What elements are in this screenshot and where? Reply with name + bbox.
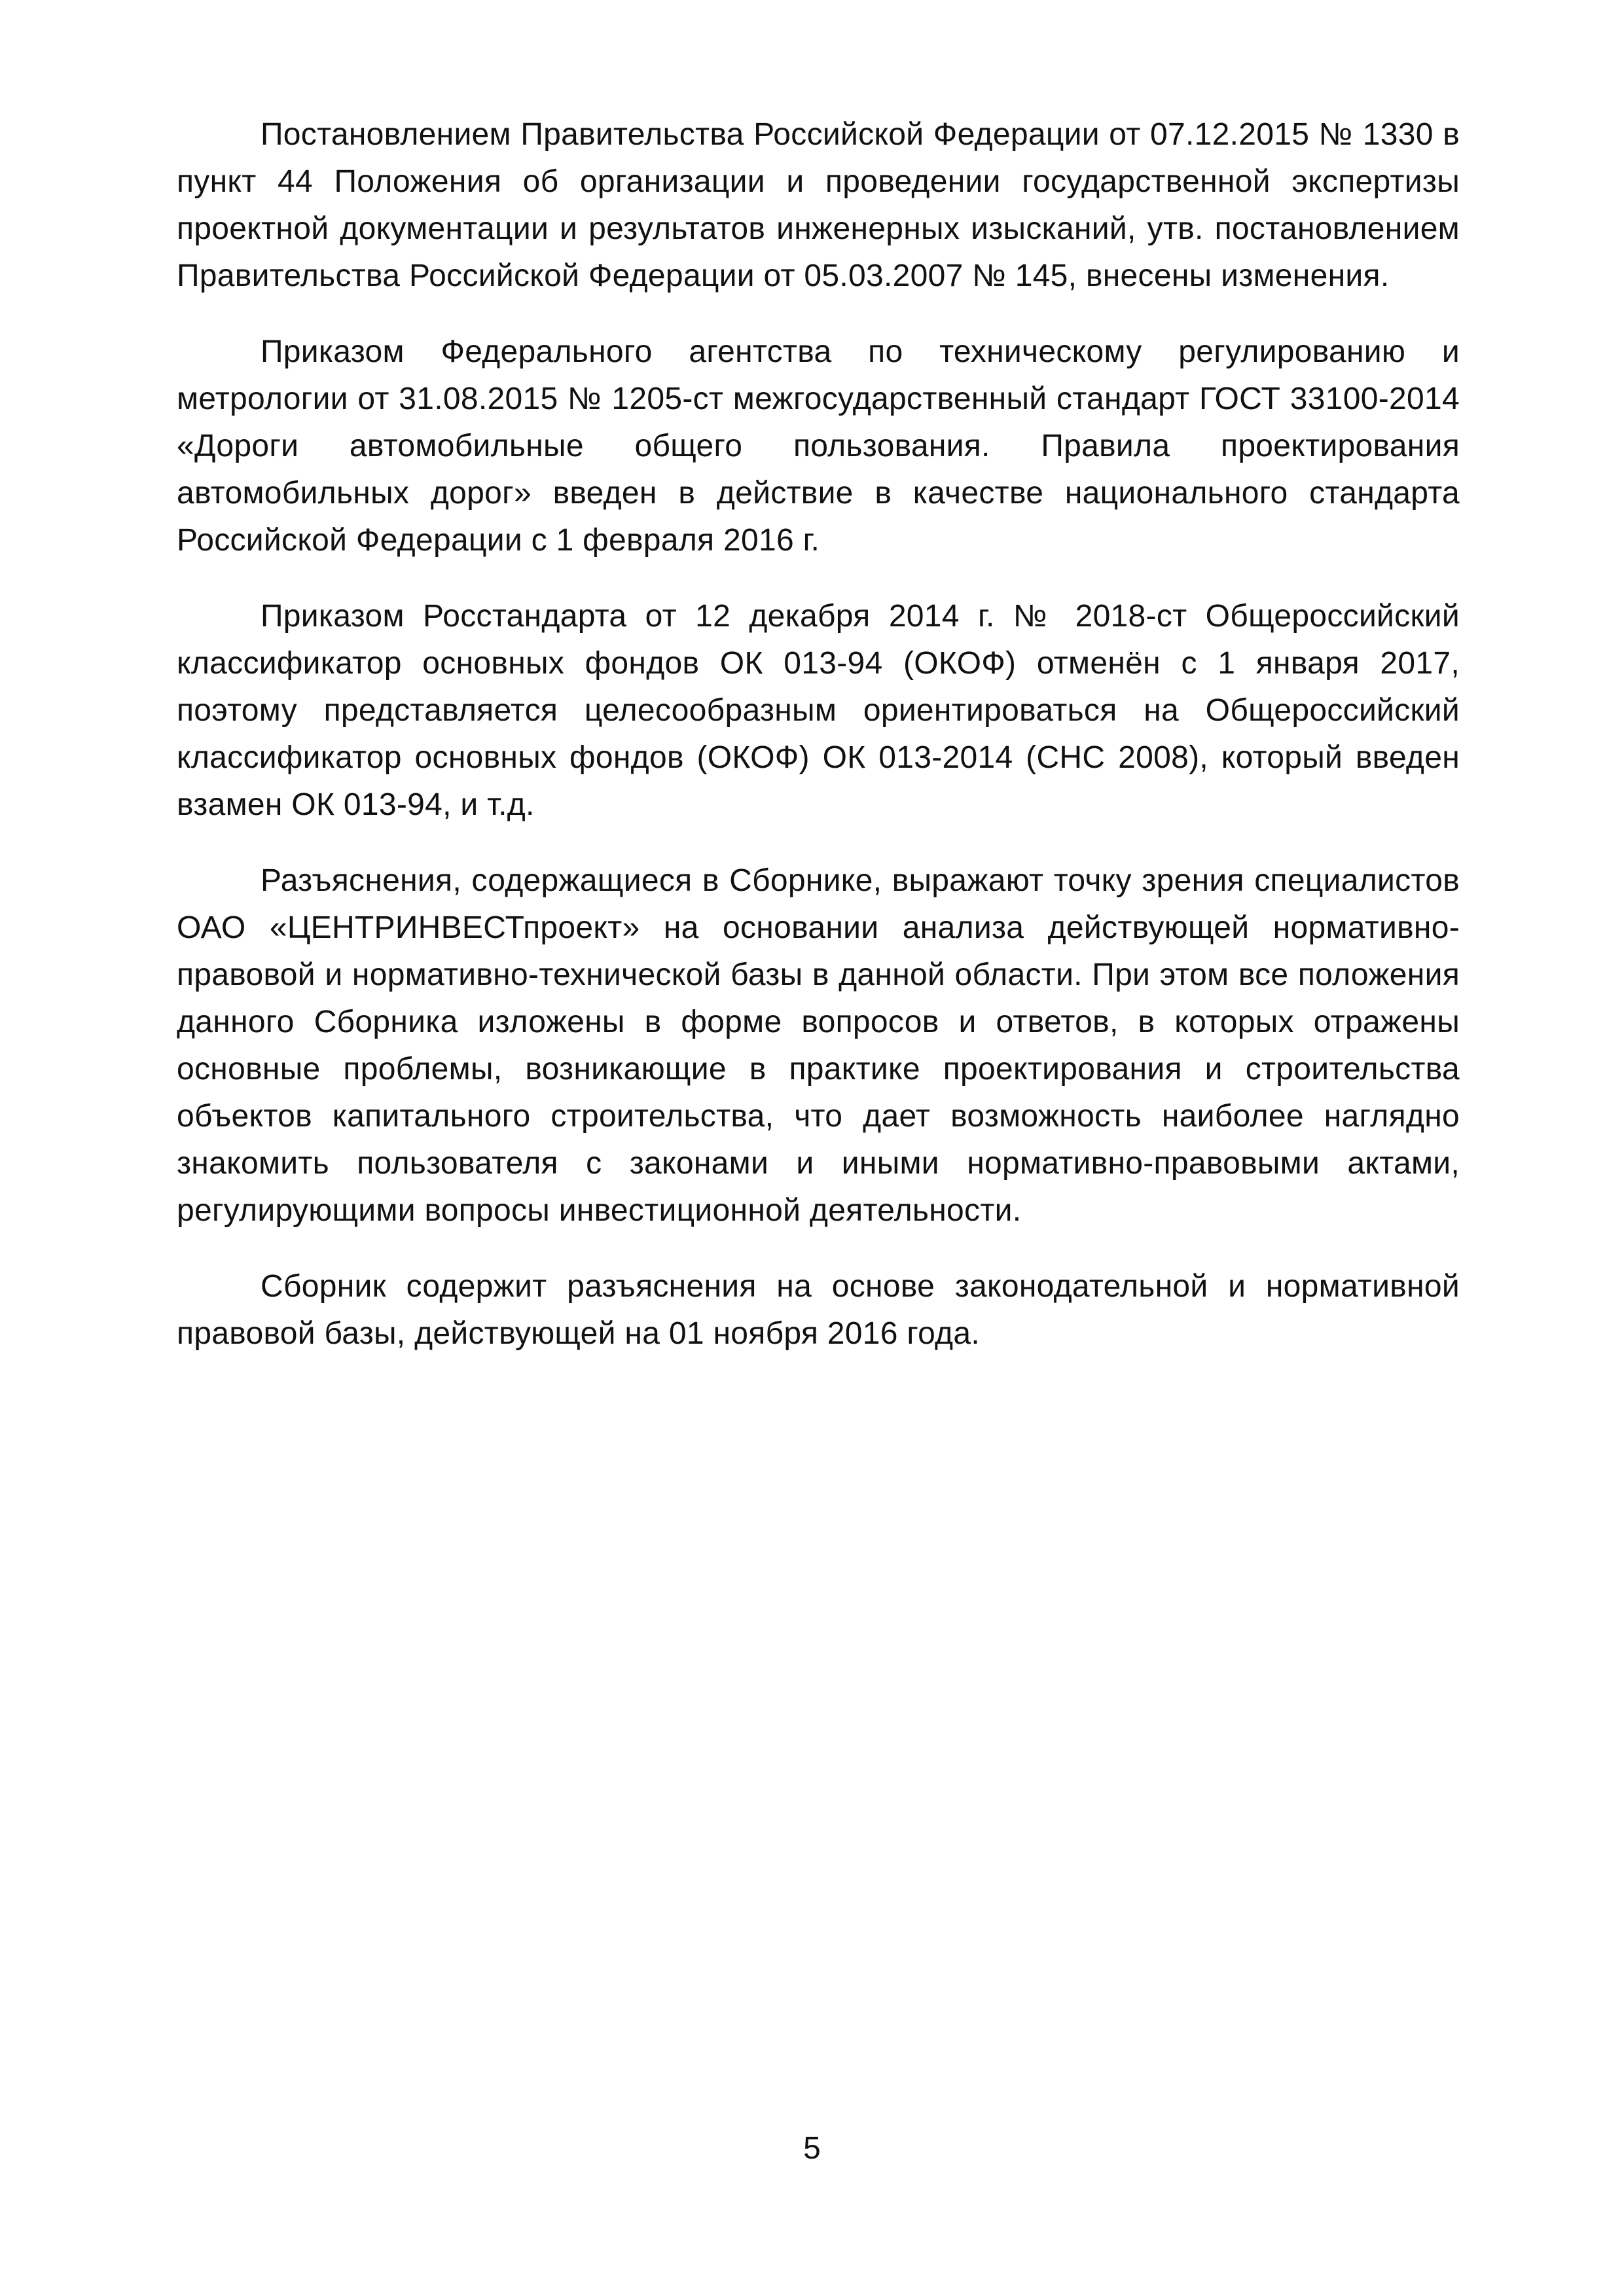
paragraph-2: Приказом Федерального агентства по техническому регулированию и метрологии от 31.08.2015 № 1205-ст межгосударственный стандарт ГОСТ 33100-2014 «Дороги автомобильные общего пользования. Правила проектирования автомобильных дорог» введен в действие в качестве национального стандарта Российской Федерации с 1 февраля 2016 г. bbox=[177, 334, 1460, 558]
page-number: 5 bbox=[803, 2131, 821, 2166]
body-text bbox=[177, 111, 1460, 1386]
paragraph-4: Разъяснения, содержащиеся в Сборнике, выражают точку зрения специалистов ОАО «ЦЕНТРИНВЕСТпроект» на основании анализа действующей нормативно-правовой и нормативно-технической базы в данной области. При этом все положения данного Сборника изложены в форме вопросов и ответов, в которых отражены основные проблемы, возникающие в практике проектирования и строительства объектов капитального строительства, что дает возможность наиболее наглядно знакомить пользователя с законами и иными нормативно-правовыми актами, регулирующими вопросы инвестиционной деятельности. bbox=[177, 863, 1460, 1228]
paragraph-3: Приказом Росстандарта от 12 декабря 2014 г. № 2018-ст Общероссийский классификатор основных фондов ОК 013-94 (ОКОФ) отменён с 1 января 2017, поэтому представляется целесообразным ориентироваться на Общероссийский классификатор основных фондов (ОКОФ) ОК 013-2014 (СНС 2008), который введен взамен ОК 013-94, и т.д. bbox=[177, 599, 1460, 822]
paragraph-1: Постановлением Правительства Российской Федерации от 07.12.2015 № 1330 в пункт 44 Положения об организации и проведении государственной экспертизы проектной документации и результатов инженерных изысканий, утв. постановлением Правительства Российской Федерации от 05.03.2007 № 145, внесены изменения. bbox=[177, 117, 1460, 293]
paragraph-5: Сборник содержит разъяснения на основе законодательной и нормативной правовой базы, действующей на 01 ноября 2016 года. bbox=[177, 1269, 1460, 1351]
